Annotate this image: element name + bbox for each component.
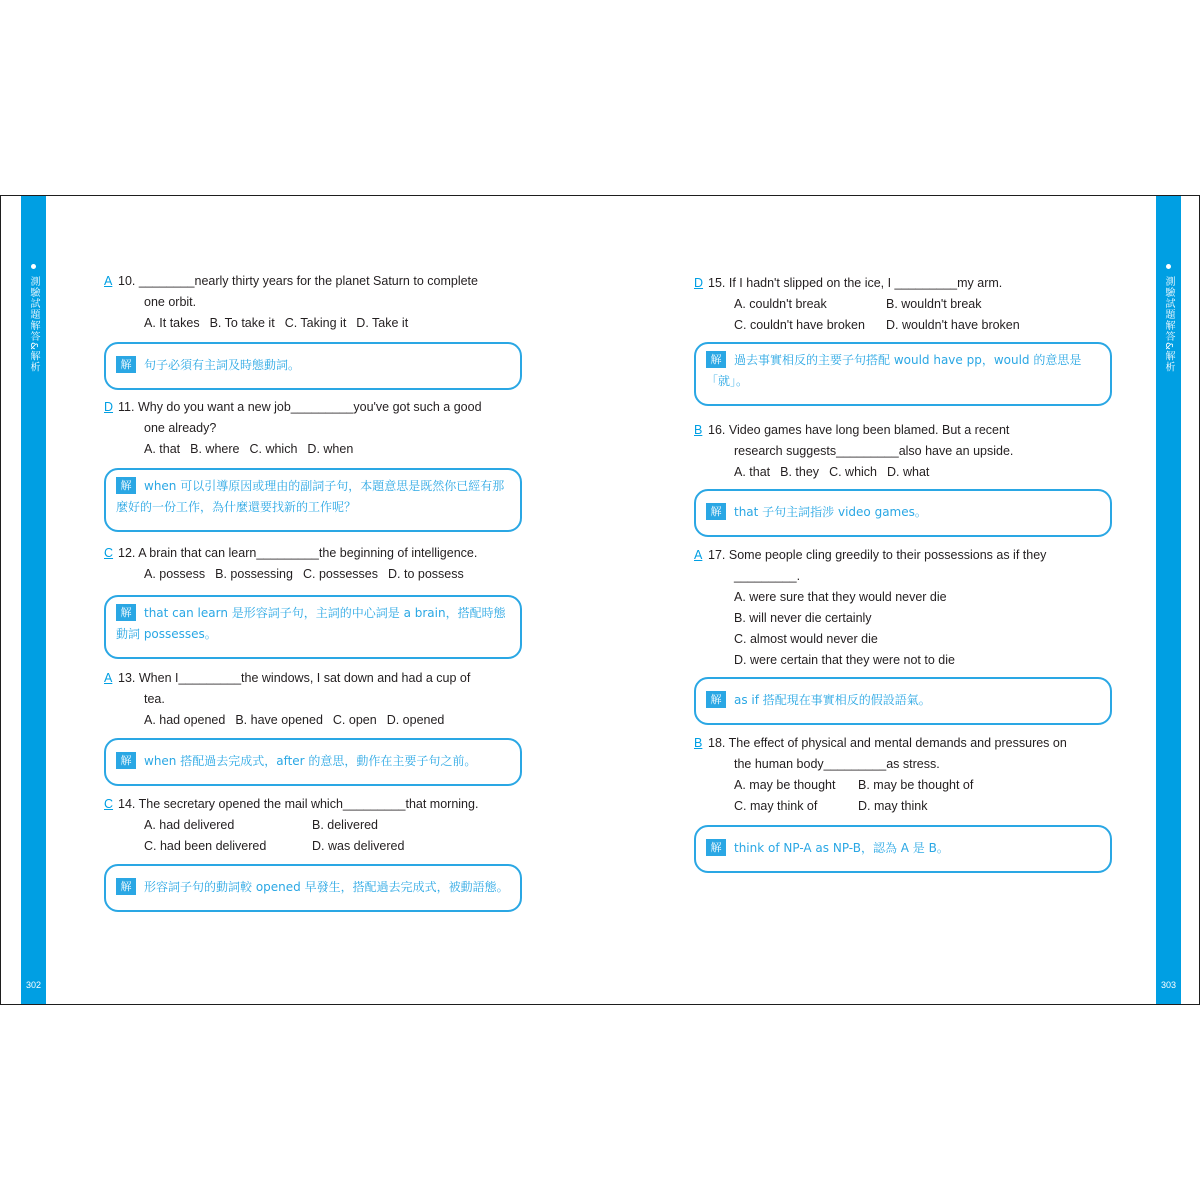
explanation-badge: 解	[116, 752, 136, 769]
option-c: C. possesses	[302, 567, 378, 581]
option-row	[104, 815, 534, 836]
option-b: B. possessing	[215, 567, 293, 581]
option-b: B. may be thought of	[858, 778, 974, 792]
question-text: If I hadn't slipped on the ice, I _________my arm.	[728, 276, 1003, 290]
option-c: C. couldn't have broken	[734, 318, 865, 332]
explanation-badge: 解	[116, 356, 136, 373]
option-row	[104, 564, 534, 585]
option-a: A. had delivered	[144, 818, 235, 832]
option-c: C. which	[829, 465, 877, 479]
option-d: D. what	[887, 465, 930, 479]
answer-letter: D	[694, 276, 704, 290]
question-text: ________nearly thirty years for the planet Saturn to complete	[138, 274, 478, 288]
answer-letter: A	[694, 548, 703, 562]
option-b: B. they	[780, 465, 820, 479]
option-c: C. had been delivered	[144, 839, 267, 853]
option-a: A. may be thought	[734, 778, 836, 792]
answer-letter: C	[104, 546, 114, 560]
option-b: B. where	[190, 442, 240, 456]
option-b: B. wouldn't break	[886, 297, 982, 311]
book-spread	[0, 195, 1200, 1005]
question-number: 16.	[708, 423, 726, 437]
explanation-badge: 解	[706, 503, 726, 520]
explanation-badge: 解	[116, 878, 136, 895]
side-bar-title: 測驗試題解答&解析	[28, 276, 39, 373]
option-d: D. to possess	[388, 567, 464, 581]
explanation-box-18	[694, 825, 1112, 873]
option-row	[694, 462, 1124, 483]
option-b: B. delivered	[312, 818, 379, 832]
option-row	[104, 836, 534, 857]
side-bar-title: 測驗試題解答&解析	[1163, 276, 1174, 373]
option-a: A. were sure that they would never die	[734, 590, 947, 604]
explanation-text: think of NP-A as NP-B，認為 A 是 B。	[734, 841, 949, 855]
option-row	[694, 294, 1124, 315]
question-text: Some people cling greedily to their possessions as if they	[728, 548, 1047, 562]
answer-letter: A	[104, 274, 113, 288]
option-a: A. possess	[144, 567, 206, 581]
question-number: 11.	[118, 400, 135, 414]
option-a: A. had opened	[144, 713, 226, 727]
option-d: D. opened	[386, 713, 445, 727]
option-d: D. wouldn't have broken	[886, 318, 1020, 332]
explanation-box-13	[104, 738, 522, 786]
question-number: 17.	[708, 548, 726, 562]
explanation-text: as if 搭配現在事實相反的假設語氣。	[734, 693, 931, 707]
explanation-badge: 解	[116, 477, 136, 494]
answer-letter: A	[104, 671, 113, 685]
option-d: D. when	[307, 442, 354, 456]
option-c: C. which	[249, 442, 298, 456]
question-text: the human body_________as stress.	[734, 757, 940, 771]
question-text: _________.	[734, 569, 801, 583]
explanation-box-14	[104, 864, 522, 912]
question-text: one already?	[144, 421, 217, 435]
explanation-badge: 解	[706, 839, 726, 856]
option-row	[694, 315, 1124, 336]
option-c: C. may think of	[734, 799, 818, 813]
explanation-badge: 解	[116, 604, 136, 621]
question-text: A brain that can learn_________the beginning of intelligence.	[138, 546, 478, 560]
answer-letter: B	[694, 423, 703, 437]
page-number-right: 303	[1160, 980, 1177, 990]
question-number: 13.	[118, 671, 136, 685]
explanation-text: that 子句主詞指涉 video games。	[734, 505, 927, 519]
side-bar-dot	[31, 264, 36, 269]
question-text: The secretary opened the mail which_________that morning.	[138, 797, 479, 811]
option-row	[694, 796, 1124, 817]
explanation-text: 句子必須有主詞及時態動詞。	[144, 358, 301, 372]
option-c: C. open	[332, 713, 377, 727]
question-11	[104, 397, 534, 460]
option-c: C. almost would never die	[734, 632, 878, 646]
option-d: D. were certain that they were not to die	[734, 653, 955, 667]
question-number: 12.	[118, 546, 136, 560]
question-15	[694, 273, 1124, 336]
option-a: A. It takes	[144, 316, 200, 330]
left-side-bar	[21, 196, 46, 1004]
question-number: 15.	[708, 276, 726, 290]
question-text: When I_________the windows, I sat down and had a cup of	[138, 671, 471, 685]
answer-letter: B	[694, 736, 703, 750]
question-text: one orbit.	[144, 295, 197, 309]
option-b: B. have opened	[235, 713, 323, 727]
page-number-left: 302	[25, 980, 42, 990]
explanation-box-11	[104, 468, 522, 532]
option-a: A. couldn't break	[734, 297, 827, 311]
option-b: B. To take it	[209, 316, 275, 330]
explanation-box-16	[694, 489, 1112, 537]
explanation-text: when 可以引導原因或理由的副詞子句，本題意思是既然你已經有那麼好的一份工作，為什麼還要找新的工作呢？	[116, 479, 505, 514]
question-text: tea.	[144, 692, 165, 706]
option-a: A. that	[144, 442, 181, 456]
explanation-badge: 解	[706, 351, 726, 368]
explanation-text: 形容詞子句的動詞較 opened 早發生，搭配過去完成式，被動語態。	[144, 880, 509, 894]
option-c: C. Taking it	[284, 316, 347, 330]
explanation-box-10	[104, 342, 522, 390]
option-row	[694, 775, 1124, 796]
option-row	[104, 710, 534, 731]
answer-letter: D	[104, 400, 114, 414]
explanation-text: 過去事實相反的主要子句搭配 would have pp，would 的意思是「就」。	[706, 353, 1082, 388]
question-text: Why do you want a new job_________you've got such a good	[137, 400, 482, 414]
question-number: 18.	[708, 736, 726, 750]
option-a: A. that	[734, 465, 771, 479]
question-16	[694, 420, 1124, 483]
option-row	[104, 313, 534, 334]
question-17	[694, 545, 1124, 671]
question-number: 10.	[118, 274, 136, 288]
option-d: D. Take it	[356, 316, 409, 330]
question-14	[104, 794, 534, 857]
explanation-box-17	[694, 677, 1112, 725]
right-side-bar	[1156, 196, 1181, 1004]
question-10	[104, 271, 534, 334]
question-text: The effect of physical and mental demands and pressures on	[728, 736, 1067, 750]
side-bar-dot	[1166, 264, 1171, 269]
answer-letter: C	[104, 797, 114, 811]
explanation-box-12	[104, 595, 522, 659]
explanation-badge: 解	[706, 691, 726, 708]
explanation-box-15	[694, 342, 1112, 406]
option-d: D. was delivered	[312, 839, 405, 853]
question-number: 14.	[118, 797, 136, 811]
question-12	[104, 543, 534, 585]
question-text: Video games have long been blamed. But a recent	[728, 423, 1010, 437]
question-text: research suggests_________also have an upside.	[734, 444, 1014, 458]
question-18	[694, 733, 1124, 817]
explanation-text: when 搭配過去完成式，after 的意思，動作在主要子句之前。	[144, 754, 477, 768]
option-b: B. will never die certainly	[734, 611, 872, 625]
explanation-text: that can learn 是形容詞子句，主詞的中心詞是 a brain，搭配時態動詞 possesses。	[116, 606, 506, 641]
option-row	[104, 439, 534, 460]
question-13	[104, 668, 534, 731]
option-d: D. may think	[858, 799, 928, 813]
